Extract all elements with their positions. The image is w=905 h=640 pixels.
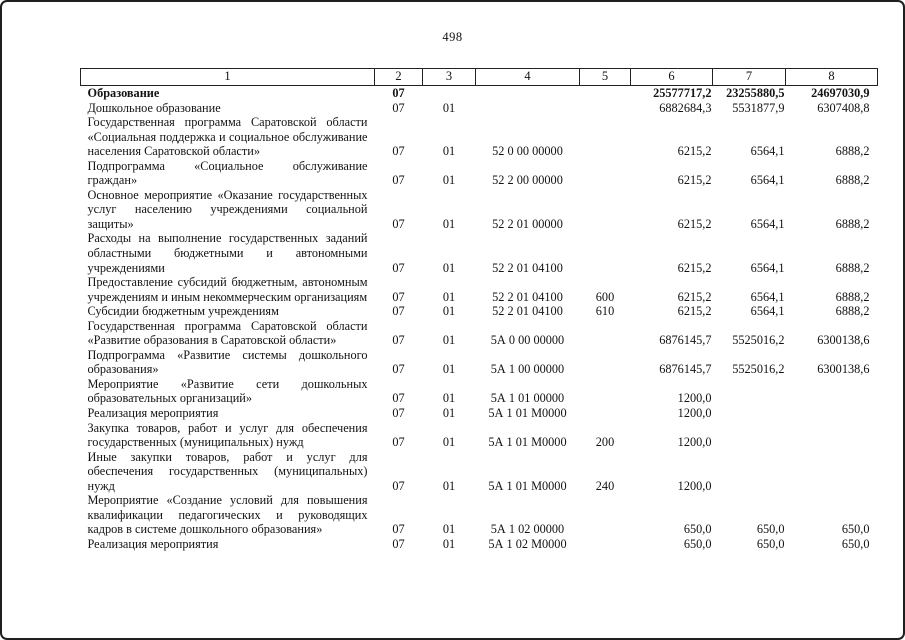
cell-amount-2: 650,0 bbox=[756, 536, 785, 551]
cell-amount-3: 6888,2 bbox=[835, 289, 870, 304]
cell-name: Закупка товаров, работ и услуг для обеспечения государственных (муниципальных) нужд bbox=[87, 420, 368, 450]
cell-amount-3: 6300138,6 bbox=[817, 333, 870, 348]
cell-target-article-code bbox=[476, 101, 580, 116]
cell-name: Предоставление субсидий бюджетным, автономным учреждениям и иным некоммерческим организациям bbox=[87, 275, 368, 304]
cell-target-article-code: 52 2 00 00000 bbox=[492, 173, 563, 188]
cell-subsection-code: 01 bbox=[442, 173, 456, 188]
cell-amount-3: 6300138,6 bbox=[817, 362, 870, 377]
cell-name: Подпрограмма «Развитие системы дошкольного образования» bbox=[87, 347, 368, 377]
cell-name: Мероприятие «Развитие сети дошкольных образовательных организаций» bbox=[87, 376, 368, 406]
cell-expense-type-code bbox=[580, 115, 631, 159]
header-cell: 8 bbox=[786, 69, 878, 86]
cell-expense-type-code bbox=[580, 101, 631, 116]
table-body bbox=[81, 86, 878, 552]
cell-expense-type-code bbox=[580, 86, 631, 101]
cell-section-code: 07 bbox=[392, 304, 405, 319]
cell-amount-1: 1200,0 bbox=[677, 406, 712, 421]
cell-amount-3 bbox=[786, 377, 878, 406]
cell-section-code: 07 bbox=[392, 289, 405, 304]
cell-amount-2: 5525016,2 bbox=[732, 333, 785, 348]
cell-amount-3: 6888,2 bbox=[835, 260, 870, 275]
header-cell: 4 bbox=[476, 69, 580, 86]
table-row bbox=[81, 450, 878, 494]
table-row bbox=[81, 188, 878, 232]
table-row bbox=[81, 377, 878, 406]
page-number: 498 bbox=[442, 30, 463, 44]
budget-table bbox=[80, 68, 878, 552]
cell-name: Реализация мероприятия bbox=[87, 536, 219, 551]
cell-amount-2 bbox=[713, 377, 786, 406]
cell-amount-1: 6882684,3 bbox=[659, 100, 712, 115]
table-row bbox=[81, 231, 878, 275]
cell-section-code: 07 bbox=[392, 478, 405, 493]
cell-target-article-code: 5А 1 02 00000 bbox=[490, 522, 565, 537]
cell-amount-1: 6215,2 bbox=[677, 144, 712, 159]
cell-section-code: 07 bbox=[392, 86, 405, 100]
cell-amount-1: 1200,0 bbox=[677, 478, 712, 493]
cell-section-code: 07 bbox=[392, 435, 405, 450]
cell-amount-2: 5531877,9 bbox=[732, 100, 785, 115]
cell-amount-3: 6888,2 bbox=[835, 304, 870, 319]
cell-target-article-code: 52 2 01 04100 bbox=[492, 289, 563, 304]
cell-target-article-code: 5А 1 01 М0000 bbox=[488, 435, 567, 450]
cell-expense-type-code bbox=[580, 537, 631, 552]
cell-subsection-code: 01 bbox=[442, 435, 456, 450]
cell-name: Подпрограмма «Социальное обслуживание граждан» bbox=[87, 158, 368, 188]
cell-subsection-code: 01 bbox=[442, 406, 456, 421]
cell-subsection-code: 01 bbox=[442, 100, 456, 115]
cell-amount-1: 650,0 bbox=[683, 522, 712, 537]
cell-amount-2: 5525016,2 bbox=[732, 362, 785, 377]
cell-target-article-code: 5А 0 00 00000 bbox=[490, 333, 565, 348]
cell-expense-type-code: 610 bbox=[595, 304, 615, 319]
cell-amount-2: 23255880,5 bbox=[726, 86, 785, 100]
cell-name: Расходы на выполнение государственных заданий областными бюджетными и автономными учреждениями bbox=[87, 231, 368, 275]
cell-section-code: 07 bbox=[392, 333, 405, 348]
cell-amount-1: 6876145,7 bbox=[659, 333, 712, 348]
cell-expense-type-code bbox=[580, 231, 631, 275]
cell-subsection-code: 01 bbox=[442, 216, 456, 231]
cell-expense-type-code: 240 bbox=[595, 478, 615, 493]
cell-amount-3: 650,0 bbox=[841, 536, 870, 551]
cell-expense-type-code bbox=[580, 159, 631, 188]
cell-subsection-code: 01 bbox=[442, 333, 456, 348]
cell-expense-type-code: 600 bbox=[595, 289, 615, 304]
cell-target-article-code bbox=[476, 86, 580, 101]
cell-target-article-code: 5А 1 01 00000 bbox=[490, 391, 565, 406]
cell-subsection-code: 01 bbox=[442, 289, 456, 304]
cell-expense-type-code bbox=[580, 188, 631, 232]
table-row bbox=[81, 86, 878, 101]
cell-section-code: 07 bbox=[392, 391, 405, 406]
table-row bbox=[81, 421, 878, 450]
cell-subsection-code: 01 bbox=[442, 144, 456, 159]
cell-target-article-code: 5А 1 00 00000 bbox=[490, 362, 565, 377]
cell-section-code: 07 bbox=[392, 260, 405, 275]
table-row bbox=[81, 537, 878, 552]
cell-name: Государственная программа Саратовской области «Развитие образования в Саратовской области» bbox=[87, 318, 368, 348]
cell-amount-1: 1200,0 bbox=[677, 391, 712, 406]
table-row bbox=[81, 115, 878, 159]
cell-subsection-code: 01 bbox=[442, 260, 456, 275]
cell-amount-2: 6564,1 bbox=[750, 173, 785, 188]
cell-amount-2: 6564,1 bbox=[750, 260, 785, 275]
cell-expense-type-code bbox=[580, 319, 631, 348]
cell-subsection-code bbox=[423, 86, 476, 101]
cell-target-article-code: 52 2 01 04100 bbox=[492, 260, 563, 275]
cell-subsection-code: 01 bbox=[442, 391, 456, 406]
table-row bbox=[81, 319, 878, 348]
header-cell: 5 bbox=[580, 69, 631, 86]
header-cell: 6 bbox=[631, 69, 713, 86]
cell-amount-3: 6888,2 bbox=[835, 216, 870, 231]
cell-name: Основное мероприятие «Оказание государственных услуг населению учреждениями социальной защиты» bbox=[87, 187, 368, 231]
cell-subsection-code: 01 bbox=[442, 362, 456, 377]
cell-name: Субсидии бюджетным учреждениям bbox=[87, 304, 279, 319]
cell-expense-type-code bbox=[580, 348, 631, 377]
cell-target-article-code: 52 2 01 04100 bbox=[492, 304, 563, 319]
cell-amount-1: 6215,2 bbox=[677, 173, 712, 188]
cell-expense-type-code bbox=[580, 493, 631, 537]
header-cell: 7 bbox=[713, 69, 786, 86]
cell-amount-1: 25577717,2 bbox=[653, 86, 712, 100]
cell-subsection-code: 01 bbox=[442, 536, 456, 551]
cell-section-code: 07 bbox=[392, 100, 405, 115]
cell-name: Мероприятие «Создание условий для повышения квалификации педагогических и руководящих кадров в системе дошкольного образования» bbox=[87, 493, 368, 537]
cell-subsection-code: 01 bbox=[442, 522, 456, 537]
header-cell: 2 bbox=[375, 69, 423, 86]
cell-name: Дошкольное образование bbox=[87, 100, 221, 115]
table-row bbox=[81, 348, 878, 377]
cell-amount-2 bbox=[713, 421, 786, 450]
cell-amount-3 bbox=[786, 421, 878, 450]
cell-amount-3: 24697030,9 bbox=[811, 86, 870, 100]
cell-name: Образование bbox=[87, 86, 160, 100]
cell-amount-3: 6888,2 bbox=[835, 173, 870, 188]
cell-amount-2: 650,0 bbox=[756, 522, 785, 537]
header-cell: 3 bbox=[423, 69, 476, 86]
header-row bbox=[81, 69, 878, 86]
cell-target-article-code: 52 2 01 00000 bbox=[492, 216, 563, 231]
table-row bbox=[81, 304, 878, 319]
cell-expense-type-code bbox=[580, 406, 631, 421]
cell-amount-1: 6215,2 bbox=[677, 289, 712, 304]
cell-amount-2: 6564,1 bbox=[750, 289, 785, 304]
cell-section-code: 07 bbox=[392, 173, 405, 188]
cell-target-article-code: 5А 1 01 М0000 bbox=[488, 478, 567, 493]
cell-expense-type-code: 200 bbox=[595, 435, 615, 450]
table-row bbox=[81, 275, 878, 304]
cell-amount-3: 650,0 bbox=[841, 522, 870, 537]
cell-amount-1: 6876145,7 bbox=[659, 362, 712, 377]
cell-amount-1: 6215,2 bbox=[677, 260, 712, 275]
table-row bbox=[81, 406, 878, 421]
cell-subsection-code: 01 bbox=[442, 304, 456, 319]
cell-section-code: 07 bbox=[392, 216, 405, 231]
cell-amount-2 bbox=[713, 406, 786, 421]
cell-name: Государственная программа Саратовской области «Социальная поддержка и социальное обслуживание населения Саратовской области» bbox=[87, 115, 368, 159]
cell-amount-3 bbox=[786, 450, 878, 494]
cell-amount-2: 6564,1 bbox=[750, 216, 785, 231]
header-cell: 1 bbox=[81, 69, 375, 86]
table-row bbox=[81, 159, 878, 188]
table-row bbox=[81, 493, 878, 537]
cell-amount-2 bbox=[713, 450, 786, 494]
cell-amount-1: 6215,2 bbox=[677, 216, 712, 231]
cell-amount-2: 6564,1 bbox=[750, 304, 785, 319]
cell-amount-3 bbox=[786, 406, 878, 421]
cell-name: Иные закупки товаров, работ и услуг для обеспечения государственных (муниципальных) нужд bbox=[87, 449, 368, 493]
cell-amount-1: 1200,0 bbox=[677, 435, 712, 450]
table-row bbox=[81, 101, 878, 116]
cell-name: Реализация мероприятия bbox=[87, 406, 219, 421]
cell-section-code: 07 bbox=[392, 522, 405, 537]
cell-subsection-code: 01 bbox=[442, 478, 456, 493]
cell-amount-3: 6307408,8 bbox=[817, 100, 870, 115]
cell-amount-3: 6888,2 bbox=[835, 144, 870, 159]
cell-amount-1: 6215,2 bbox=[677, 304, 712, 319]
cell-expense-type-code bbox=[580, 377, 631, 406]
cell-amount-1: 650,0 bbox=[683, 536, 712, 551]
cell-target-article-code: 52 0 00 00000 bbox=[492, 144, 563, 159]
cell-section-code: 07 bbox=[392, 406, 405, 421]
cell-section-code: 07 bbox=[392, 536, 405, 551]
cell-amount-2: 6564,1 bbox=[750, 144, 785, 159]
cell-target-article-code: 5А 1 02 М0000 bbox=[488, 536, 567, 551]
cell-section-code: 07 bbox=[392, 144, 405, 159]
cell-target-article-code: 5А 1 01 М0000 bbox=[488, 406, 567, 421]
cell-section-code: 07 bbox=[392, 362, 405, 377]
